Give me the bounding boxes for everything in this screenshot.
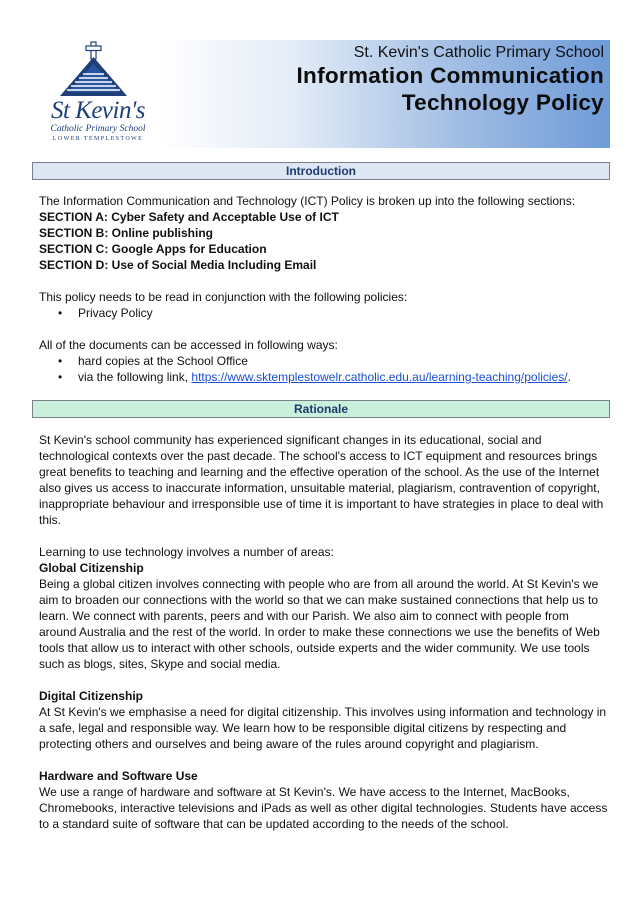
section-d-item: SECTION D: Use of Social Media Including Email <box>39 258 317 272</box>
policies-list <box>39 305 609 321</box>
school-emblem-icon <box>50 40 138 100</box>
area-text-hardware-software: We use a range of hardware and software at St Kevin's. We have access to the Internet, MacBooks, Chromebooks, interactive televisions and iPads as well as other digital technologies. Students have access to a standard suite of software that can be updated according to the needs of the school. <box>39 785 608 831</box>
rationale-section <box>39 432 609 832</box>
introduction-heading: Introduction <box>32 162 610 180</box>
list-item: • hard copies at the School Office <box>39 353 609 369</box>
area-title-digital-citizenship: Digital Citizenship <box>39 689 144 703</box>
introduction-section <box>39 193 609 385</box>
section-b-item: SECTION B: Online publishing <box>39 226 213 240</box>
policies-link[interactable]: https://www.sktemplestowelr.catholic.edu.au/learning-teaching/policies/ <box>191 370 568 384</box>
access-prefix: via the following link, <box>78 370 192 384</box>
page-header <box>32 40 610 148</box>
section-a-item: SECTION A: Cyber Safety and Acceptable Use of ICT <box>39 210 339 224</box>
list-item <box>39 369 609 385</box>
area-title-global-citizenship: Global Citizenship <box>39 561 144 575</box>
area-title-hardware-software: Hardware and Software Use <box>39 769 198 783</box>
rationale-heading: Rationale <box>32 400 610 418</box>
access-list <box>39 353 609 385</box>
page-title <box>297 62 605 116</box>
area-text-digital-citizenship: At St Kevin's we emphasise a need for digital citizenship. This involves using information and technology in a safe, legal and responsible way. We learn how to be responsible digital citizens by respecting and protecting others and ourselves and being aware of the rules around copyright and plagiarism. <box>39 705 607 751</box>
school-logo <box>38 40 150 144</box>
access-text: All of the documents can be accessed in following ways: <box>39 338 338 352</box>
logo-name: St Kevin's <box>50 97 146 124</box>
logo-subtitle: Catholic Primary School <box>50 124 146 134</box>
list-item: • Privacy Policy <box>39 305 609 321</box>
logo-location: LOWER TEMPLESTOWE <box>52 136 144 142</box>
rationale-paragraph: St Kevin's school community has experienced significant changes in its educational, social and technological contexts over the past decade. The school's access to ICT equipment and resources brings great benefits to teaching and learning and the effective operation of the school. As the use of the Internet also gives us access to inaccurate information, unsuitable material, plagiarism, contravention of copyright, inappropriate behaviour and irresponsible use of time it is important to have strategies in place to deal with this. <box>39 433 604 527</box>
conjunction-text: This policy needs to be read in conjunction with the following policies: <box>39 290 408 304</box>
area-text-global-citizenship: Being a global citizen involves connecting with people who are from all around the world. At St Kevin's we aim to broaden our connections with the world so that we can make sustained connections that help us to learn. We connect with parents, peers and with our Parish. We also aim to connect with people from around Australia and the rest of the world. In order to make these connections we use the benefits of Web tools that allow us to interact with other schools, outside experts and the wider community. We use tools such as blogs, sites, Skype and social media. <box>39 577 600 671</box>
section-c-item: SECTION C: Google Apps for Education <box>39 242 267 256</box>
access-suffix: . <box>567 370 571 384</box>
school-name: St. Kevin's Catholic Primary School <box>353 44 604 61</box>
title-line-2: Technology Policy <box>401 90 604 115</box>
areas-intro: Learning to use technology involves a number of areas: <box>39 545 334 559</box>
title-line-1: Information Communication <box>296 63 604 88</box>
intro-lead: The Information Communication and Technology (ICT) Policy is broken up into the following sections: <box>39 194 576 208</box>
